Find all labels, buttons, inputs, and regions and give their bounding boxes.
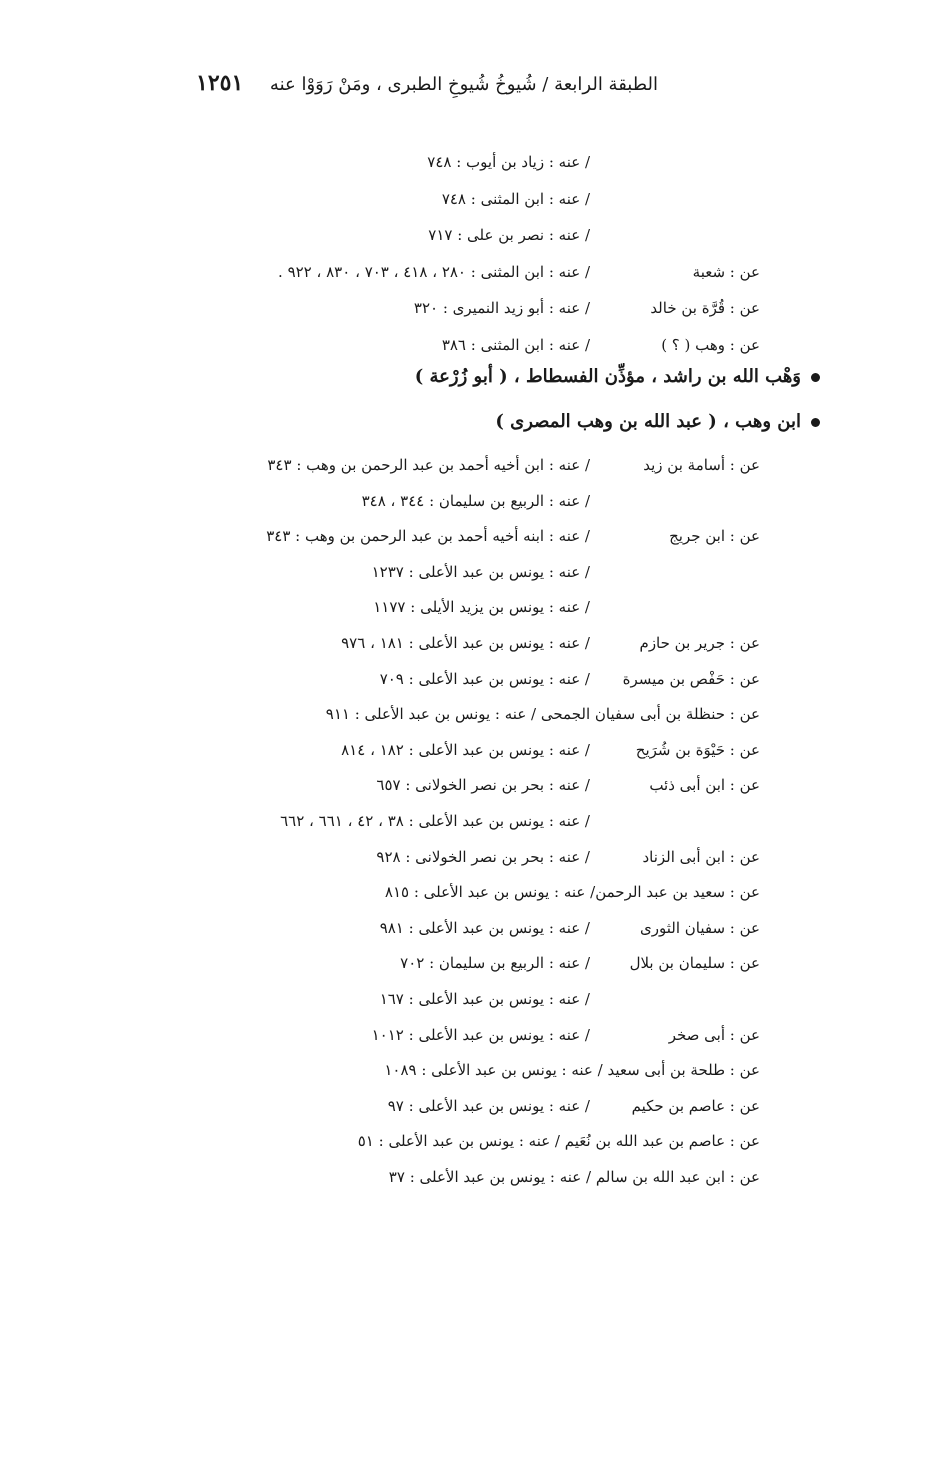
teacher-name: عن : وهب ( ؟ ) (661, 336, 760, 354)
teacher-name: عن : حنظلة بن أبى سفيان الجمحى / عنه : يونس بن عبد الأعلى : ٩١١ (325, 705, 760, 724)
bullet-text: ابن وهب ، ( عبد الله بن وهب المصرى ) (495, 411, 801, 432)
student-reference: / عنه : يونس بن عبد الأعلى : ١٢٣٧ (371, 562, 590, 581)
running-header-title: الطبقة الرابعة / شُيوخُ شُيوخِ الطبرى ، ومَنْ رَوَوْا عنه (269, 74, 658, 95)
bullet-text: وَهْب الله بن راشد ، مؤذِّن الفسطاط ، ( أبو زُرْعة ) (414, 366, 801, 387)
entry-row (180, 598, 760, 628)
student-reference: / عنه : يونس بن عبد الأعلى : ٧٠٩ (379, 669, 590, 688)
teacher-name: عن : عاصم بن عبد الله بن نُعَيم / عنه : يونس بن عبد الأعلى : ٥١ (357, 1132, 760, 1151)
student-reference: / عنه : بحر بن نصر الخولانى : ٦٥٧ (376, 776, 590, 795)
entry-row (180, 226, 760, 256)
entry-row (180, 1097, 760, 1127)
entry-row (180, 299, 760, 329)
teacher-name: عن : ابن جريج (669, 527, 760, 546)
entry-row (180, 670, 760, 700)
teacher-name: عن : أسامة بن زيد (643, 456, 760, 474)
teacher-name: عن : طلحة بن أبى سعيد / عنه : يونس بن عبد الأعلى : ١٠٨٩ (384, 1061, 760, 1080)
student-reference: / عنه : يونس بن عبد الأعلى : ١٦٧ (379, 990, 590, 1008)
student-reference: / عنه : يونس بن يزيد الأيلى : ١١٧٧ (373, 598, 590, 617)
teacher-name: عن : حَفْص بن ميسرة (622, 669, 760, 688)
entry-row (180, 153, 760, 183)
entry-row (180, 812, 760, 842)
entry-row (180, 336, 760, 366)
bullet-icon (811, 373, 820, 382)
entry-row (180, 919, 760, 949)
entry-row (180, 1168, 760, 1198)
teacher-name: عن : حَيْوَة بن شُرَيح (635, 740, 760, 759)
entry-row (180, 190, 760, 220)
teacher-name: عن : ابن أبى ذئب (649, 776, 760, 795)
student-reference: / عنه : يونس بن عبد الأعلى : ٩٧ (387, 1096, 590, 1115)
student-reference: / عنه : الربيع بن سليمان : ٧٠٢ (400, 954, 590, 973)
student-reference: / عنه : يونس بن عبد الأعلى : ١٨٢ ، ٨١٤ (341, 740, 590, 759)
teacher-name: عن : جرير بن حازم (639, 634, 760, 652)
student-reference: / عنه : ابن المثنى : ٢٨٠ ، ٤١٨ ، ٧٠٣ ، ٨٣٠ ، ٩٢٢ . (278, 262, 590, 281)
bullet-entry (180, 366, 820, 387)
teacher-name: عن : ابن أبى الزناد (642, 847, 760, 866)
entry-row (180, 634, 760, 664)
teacher-name: عن : شعبة (692, 262, 760, 281)
student-reference: / عنه : ابن المثنى : ٣٨٦ (441, 336, 590, 354)
bullet-entry (180, 411, 820, 432)
student-reference: / عنه : يونس بن عبد الأعلى : ١٠١٢ (371, 1025, 590, 1044)
student-reference: / عنه : يونس بن عبد الأعلى : ١٨١ ، ٩٧٦ (341, 634, 590, 652)
entry-row (180, 705, 760, 735)
student-reference: / عنه : نصر بن على : ٧١٧ (428, 226, 590, 245)
entry-row (180, 1026, 760, 1056)
entry-row (180, 954, 760, 984)
teacher-name: عن : سليمان بن بلال (629, 954, 760, 973)
entry-row (180, 741, 760, 771)
entry-row (180, 776, 760, 806)
page-number: ١٢٥١ (196, 70, 244, 96)
entry-row (180, 563, 760, 593)
teacher-name: عن : سعيد بن عبد الرحمن/ عنه : يونس بن عبد الأعلى : ٨١٥ (384, 883, 760, 902)
student-reference: / عنه : يونس بن عبد الأعلى : ٩٨١ (379, 918, 590, 937)
student-reference: / عنه : زياد بن أيوب : ٧٤٨ (427, 153, 590, 171)
entry-row (180, 492, 760, 522)
student-reference: / عنه : ابن المثنى : ٧٤٨ (441, 189, 590, 208)
teacher-name: عن : ابن عبد الله بن سالم / عنه : يونس بن عبد الأعلى : ٣٧ (388, 1168, 760, 1186)
student-reference: / عنه : الربيع بن سليمان : ٣٤٤ ، ٣٤٨ (361, 491, 590, 510)
student-reference: / عنه : ابن أخيه أحمد بن عبد الرحمن بن وهب : ٣٤٣ (267, 456, 590, 474)
teacher-name: عن : قُرَّة بن خالد (650, 299, 760, 318)
entry-row (180, 848, 760, 878)
teacher-name: عن : عاصم بن حكيم (631, 1096, 760, 1115)
teacher-name: عن : سفيان الثورى (640, 918, 760, 937)
student-reference: / عنه : أبو زيد النميرى : ٣٢٠ (413, 299, 590, 318)
entry-row (180, 263, 760, 293)
student-reference: / عنه : ابنه أخيه أحمد بن عبد الرحمن بن وهب : ٣٤٣ (266, 527, 590, 546)
student-reference: / عنه : بحر بن نصر الخولانى : ٩٢٨ (376, 847, 590, 866)
bullet-icon (811, 418, 820, 427)
entry-row (180, 1132, 760, 1162)
teacher-name: عن : أبى صخر (668, 1025, 760, 1044)
entry-row (180, 883, 760, 913)
student-reference: / عنه : يونس بن عبد الأعلى : ٣٨ ، ٤٢ ، ٦٦١ ، ٦٦٢ (280, 812, 590, 830)
entry-row (180, 990, 760, 1020)
entry-row (180, 1061, 760, 1091)
entry-row (180, 527, 760, 557)
entry-row (180, 456, 760, 486)
